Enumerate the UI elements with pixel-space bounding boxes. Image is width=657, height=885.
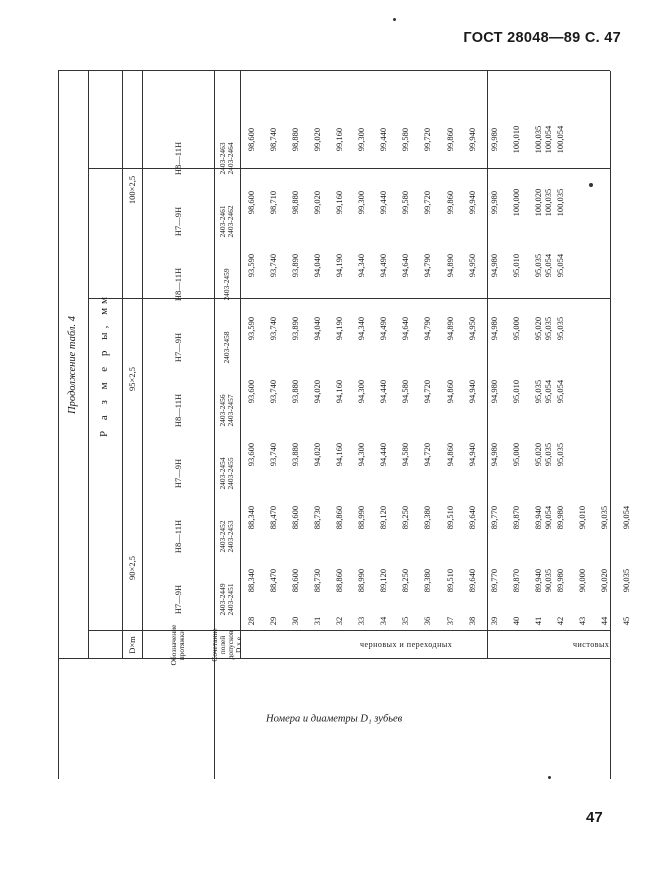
table-cell: 88,340	[245, 505, 256, 530]
table-cell: 93,740	[267, 442, 278, 467]
table-cell: 99,160	[334, 190, 345, 215]
table-cell: 94,860	[444, 379, 455, 404]
table-cell: 94,890	[444, 253, 455, 278]
table-cell: 89,640	[466, 568, 477, 593]
table-cell: 89,640	[466, 505, 477, 530]
table-cell: 100,000	[510, 188, 521, 217]
table-cell: 100,054	[555, 125, 566, 154]
table-cell: 88,990	[356, 505, 367, 530]
table-cell: 94,040	[311, 253, 322, 278]
table-cell: 95,020	[533, 316, 544, 341]
table-cell: 93,890	[289, 316, 300, 341]
table-cell: 94,440	[378, 379, 389, 404]
table-cell: 99,580	[400, 190, 411, 215]
table-cell: 88,860	[334, 568, 345, 593]
table-cell: 89,250	[400, 568, 411, 593]
designation-4: 2403-2456 2403-2457	[217, 394, 235, 427]
table-cell: 99,300	[356, 127, 367, 152]
table-cell: 100,020	[533, 188, 544, 217]
table-cell: 99,300	[356, 190, 367, 215]
table-cell: 99,860	[444, 127, 455, 152]
table-cell: 89,510	[444, 568, 455, 593]
table-cell: 99,940	[466, 127, 477, 152]
table-cell: 94,980	[488, 316, 499, 341]
table-cell: 93,740	[267, 316, 278, 341]
designation-1: 2403-2449 2403-2451	[217, 583, 235, 616]
rotated-table-area	[58, 71, 632, 779]
sochetanie-label: Сочетание полей допусков D x e	[209, 628, 244, 662]
table-cell: 94,640	[400, 253, 411, 278]
table-cell: 94,940	[466, 442, 477, 467]
table-cell: 94,790	[422, 316, 433, 341]
table-cell: 94,950	[466, 316, 477, 341]
table-cell: 88,730	[311, 505, 322, 530]
tooth-number: 36	[422, 616, 433, 626]
table-cell: 93,600	[245, 442, 256, 467]
table-cell: 99,720	[422, 190, 433, 215]
table-cell: 89,380	[422, 568, 433, 593]
table-cell: 93,600	[245, 379, 256, 404]
designation-5: 2403-2458	[221, 331, 231, 364]
table-cell: 90,020	[599, 568, 610, 593]
table-cell: 90,000	[577, 568, 588, 593]
table-cell: 89,980	[555, 505, 566, 530]
table-cell: 89,770	[488, 505, 499, 530]
tooth-number: 42	[555, 616, 566, 626]
table-cell: 94,980	[488, 442, 499, 467]
merged-c4: 95,054	[543, 379, 554, 404]
table-cell: 95,054	[555, 253, 566, 278]
table-cell: 98,710	[267, 190, 278, 215]
scan-speck	[548, 776, 551, 779]
right-border	[58, 70, 610, 71]
table-cell: 94,190	[334, 253, 345, 278]
merged-c2: 90,054	[543, 505, 554, 530]
table-cell: 94,300	[356, 442, 367, 467]
table-cell: 95,054	[555, 379, 566, 404]
continuation-label: Продолжение табл. 4	[67, 316, 79, 414]
table-4-continuation	[58, 71, 632, 779]
table-cell: 98,600	[245, 190, 256, 215]
table-cell: 100,035	[533, 125, 544, 154]
table-cell: 88,600	[289, 568, 300, 593]
oboznachenie-label: Обозначение протяжки	[168, 624, 186, 666]
merged-c8: 100,054	[543, 125, 554, 154]
table-cell: 94,940	[466, 379, 477, 404]
table-cell: 95,035	[533, 379, 544, 404]
table-cell: 94,790	[422, 253, 433, 278]
scan-speck	[393, 18, 396, 21]
table-cell: 98,600	[245, 127, 256, 152]
group-label-chistovye: чистовых	[573, 639, 610, 649]
table-cell: 94,340	[356, 253, 367, 278]
table-cell: 93,740	[267, 379, 278, 404]
table-cell: 93,880	[289, 379, 300, 404]
razmery-label: Р а з м е р ы, мм	[98, 293, 111, 438]
table-cell: 99,020	[311, 127, 322, 152]
tooth-number: 44	[599, 616, 610, 626]
table-cell: 88,860	[334, 505, 345, 530]
table-cell: 94,160	[334, 442, 345, 467]
fit-8: H8—11H	[172, 141, 183, 176]
table-cell: 89,770	[488, 568, 499, 593]
fit-3: H7—9H	[172, 458, 183, 489]
table-cell: 90,010	[577, 505, 588, 530]
designation-7: 2403-2461 2403-2462	[217, 205, 235, 238]
table-cell: 94,440	[378, 442, 389, 467]
designation-8: 2403-2463 2403-2464	[217, 142, 235, 175]
table-cell: 98,880	[289, 127, 300, 152]
dxm-group-1: 90×2,5	[126, 556, 137, 580]
table-cell: 99,160	[334, 127, 345, 152]
tooth-number: 39	[488, 616, 499, 626]
page-number: 47	[586, 809, 603, 826]
table-cell: 94,490	[378, 316, 389, 341]
table-cell: 90,035	[621, 568, 632, 593]
table-cell: 94,340	[356, 316, 367, 341]
table-cell: 88,470	[267, 568, 278, 593]
tooth-number: 38	[466, 616, 477, 626]
page-header: ГОСТ 28048—89 С. 47	[463, 30, 621, 46]
fit-5: H7—9H	[172, 332, 183, 363]
table-cell: 88,470	[267, 505, 278, 530]
table-cell: 93,890	[289, 253, 300, 278]
table-cell: 99,440	[378, 190, 389, 215]
table-cell: 99,440	[378, 127, 389, 152]
table-cell: 93,740	[267, 253, 278, 278]
tooth-number: 37	[444, 616, 455, 626]
table-cell: 93,880	[289, 442, 300, 467]
dxm-label: D×m	[126, 636, 137, 654]
table-cell: 100,010	[510, 125, 521, 154]
table-cell: 94,020	[311, 442, 322, 467]
table-cell: 94,580	[400, 379, 411, 404]
table-cell: 94,720	[422, 442, 433, 467]
fit-2: H8—11H	[172, 519, 183, 554]
table-cell: 95,035	[555, 442, 566, 467]
designation-6: 2403-2459	[221, 268, 231, 301]
table-cell: 88,990	[356, 568, 367, 593]
table-cell: 95,035	[533, 253, 544, 278]
table-title: Номера и диаметры D₁ зубьев	[265, 713, 403, 725]
merged-c6: 95,054	[543, 253, 554, 278]
table-cell: 100,035	[555, 188, 566, 217]
table-cell: 99,020	[311, 190, 322, 215]
table-cell: 89,120	[378, 505, 389, 530]
table-cell: 89,870	[510, 568, 521, 593]
table-bottom-line	[610, 71, 611, 779]
dxm-group-3: 100×2,5	[126, 175, 137, 205]
table-cell: 89,250	[400, 505, 411, 530]
scan-speck	[589, 183, 593, 187]
merged-c7: 100,035	[543, 188, 554, 217]
fit-4: H8—11H	[172, 393, 183, 428]
table-cell: 99,940	[466, 190, 477, 215]
table-cell: 90,035	[599, 505, 610, 530]
table-cell: 99,980	[488, 127, 499, 152]
table-cell: 95,000	[510, 442, 521, 467]
merged-c5: 95,035	[543, 316, 554, 341]
table-cell: 89,870	[510, 505, 521, 530]
table-cell: 99,720	[422, 127, 433, 152]
table-cell: 88,730	[311, 568, 322, 593]
designation-3: 2403-2454 2403-2455	[217, 457, 235, 490]
table-cell: 90,054	[621, 505, 632, 530]
table-cell: 99,580	[400, 127, 411, 152]
fit-1: H7—9H	[172, 584, 183, 615]
table-cell: 99,980	[488, 190, 499, 215]
merged-c3: 95,035	[543, 442, 554, 467]
table-cell: 94,720	[422, 379, 433, 404]
table-cell: 94,980	[488, 253, 499, 278]
fit-6: H8—11H	[172, 267, 183, 302]
table-cell: 94,580	[400, 442, 411, 467]
table-cell: 94,860	[444, 442, 455, 467]
table-cell: 89,980	[555, 568, 566, 593]
tooth-number: 31	[311, 616, 322, 626]
table-cell: 95,010	[510, 379, 521, 404]
table-cell: 94,640	[400, 316, 411, 341]
table-cell: 95,000	[510, 316, 521, 341]
table-cell: 95,010	[510, 253, 521, 278]
table-cell: 94,040	[311, 316, 322, 341]
table-cell: 89,510	[444, 505, 455, 530]
table-cell: 89,940	[533, 505, 544, 530]
tooth-number: 30	[289, 616, 300, 626]
table-cell: 99,860	[444, 190, 455, 215]
fit-7: H7—9H	[172, 206, 183, 237]
table-cell: 89,120	[378, 568, 389, 593]
table-cell: 95,035	[555, 316, 566, 341]
tooth-number: 35	[400, 616, 411, 626]
table-cell: 88,340	[245, 568, 256, 593]
table-cell: 94,300	[356, 379, 367, 404]
table-cell: 94,160	[334, 379, 345, 404]
table-cell: 93,590	[245, 316, 256, 341]
tooth-number: 43	[577, 616, 588, 626]
dxm-group-2: 95×2,5	[126, 367, 137, 391]
group-label-chernovye: черновых и переходных	[360, 639, 453, 649]
tooth-number: 32	[334, 616, 345, 626]
table-cell: 93,590	[245, 253, 256, 278]
table-cell: 94,020	[311, 379, 322, 404]
table-cell: 94,890	[444, 316, 455, 341]
tooth-number: 45	[621, 616, 632, 626]
table-cell: 98,740	[267, 127, 278, 152]
table-cell: 94,190	[334, 316, 345, 341]
tooth-number: 34	[378, 616, 389, 626]
tooth-number: 29	[267, 616, 278, 626]
table-cell: 88,600	[289, 505, 300, 530]
table-cell: 95,020	[533, 442, 544, 467]
designation-2: 2403-2452 2403-2453	[217, 520, 235, 553]
table-cell: 94,980	[488, 379, 499, 404]
table-cell: 89,940	[533, 568, 544, 593]
table-cell: 98,880	[289, 190, 300, 215]
tooth-number: 41	[533, 616, 544, 626]
table-cell: 94,490	[378, 253, 389, 278]
table-cell: 89,380	[422, 505, 433, 530]
table-cell: 94,950	[466, 253, 477, 278]
merged-c1: 90,035	[543, 568, 554, 593]
tooth-number: 33	[356, 616, 367, 626]
tooth-number: 40	[510, 616, 521, 626]
tooth-number: 28	[245, 616, 256, 626]
